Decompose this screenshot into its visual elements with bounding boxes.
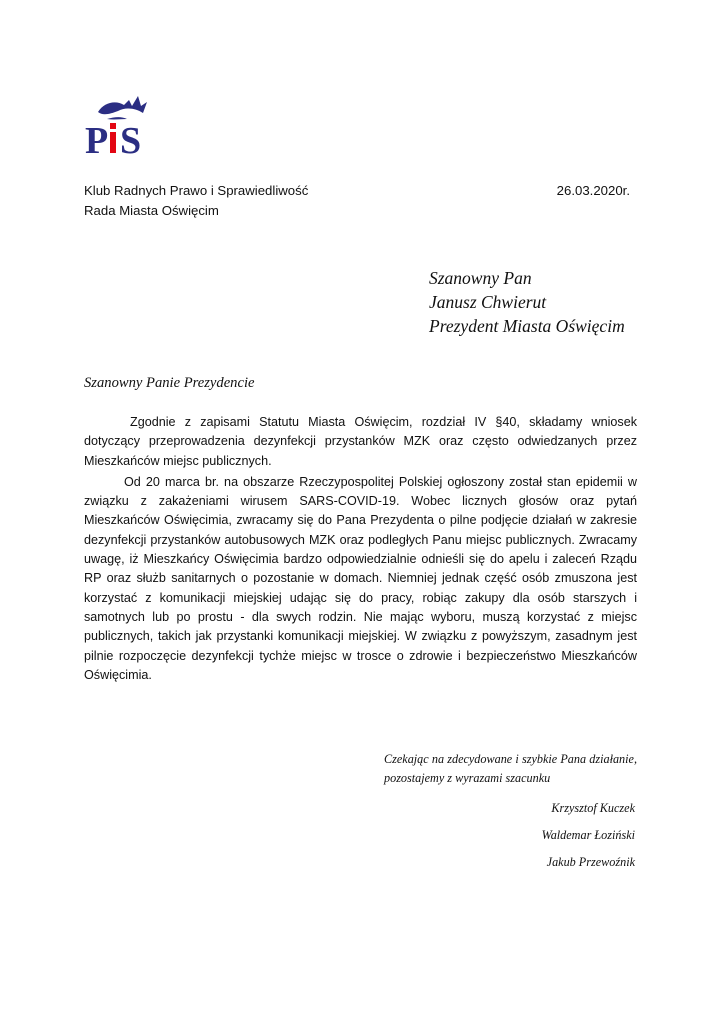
signatory-name: Krzysztof Kuczek	[551, 801, 635, 815]
salutation: Szanowny Panie Prezydencie	[84, 375, 255, 391]
logo-letter-p: P	[85, 120, 109, 158]
sender-council: Rada Miasta Oświęcim	[84, 203, 219, 218]
sender-block	[84, 181, 308, 221]
body-paragraph-1: Zgodnie z zapisami Statutu Miasta Oświęcim, rozdział IV §40, składamy wniosek dotyczący przeprowadzenia dezynfekcji przystanków MZK oraz często odwiedzanych przez Mieszkańców miejsc publicznych.	[84, 415, 637, 468]
signatures-block	[542, 795, 635, 876]
recipient-name: Janusz Chwierut	[429, 292, 547, 312]
letter-body	[84, 413, 637, 685]
signatory-name: Waldemar Łoziński	[541, 828, 635, 842]
logo-letter-s: S	[120, 120, 142, 158]
eagle-crown-icon	[98, 96, 147, 119]
logo-letter-i-dot	[110, 123, 116, 129]
body-paragraph-2: Od 20 marca br. na obszarze Rzeczypospolitej Polskiej ogłoszony został stan epidemii w związku z zakażeniami wirusem SARS-COVID-19. Wobec licznych głosów oraz pytań Mieszkańców Oświęcimia, zwracamy się do Pana Prezydenta o pilne podjęcie działań w zakresie dezynfekcji przystanków autobusowych MZK oraz podległych Panu miejsc publicznych. Zwracamy uwagę, iż Mieszkańcy Oświęcimia bardzo odpowiedzialnie odnieśli się do apelu i zaleceń Rządu RP oraz służb sanitarnych o pozostanie w domach. Niemniej jednak część osób zmuszona jest korzystać z komunikacji miejskiej udając się do pracy, robiąc zakupy dla osób starszych i samotnych lub po prostu - dla swych rodzin. Nie mając wyboru, muszą korzystać z miejsc publicznych, takich jak przystanki komunikacji miejskiej. W związku z powyższym, zasadnym jest pilnie rozpoczęcie dezynfekcji tychże miejsc w trosce o zdrowie i bezpieczeństwo Mieszkańców Oświęcimia.	[84, 474, 637, 682]
letter-date: 26.03.2020r.	[556, 183, 630, 198]
recipient-title: Prezydent Miasta Oświęcim	[429, 316, 625, 336]
pis-logo	[80, 86, 156, 158]
logo-letter-i-stem	[110, 132, 116, 153]
sender-club: Klub Radnych Prawo i Sprawiedliwość	[84, 183, 309, 198]
signatory-name: Jakub Przewoźnik	[546, 855, 635, 869]
closing-text: Czekając na zdecydowane i szybkie Pana działanie, pozostajemy z wyrazami szacunku	[384, 752, 637, 785]
recipient-block	[429, 266, 625, 338]
recipient-greeting: Szanowny Pan	[429, 268, 532, 288]
